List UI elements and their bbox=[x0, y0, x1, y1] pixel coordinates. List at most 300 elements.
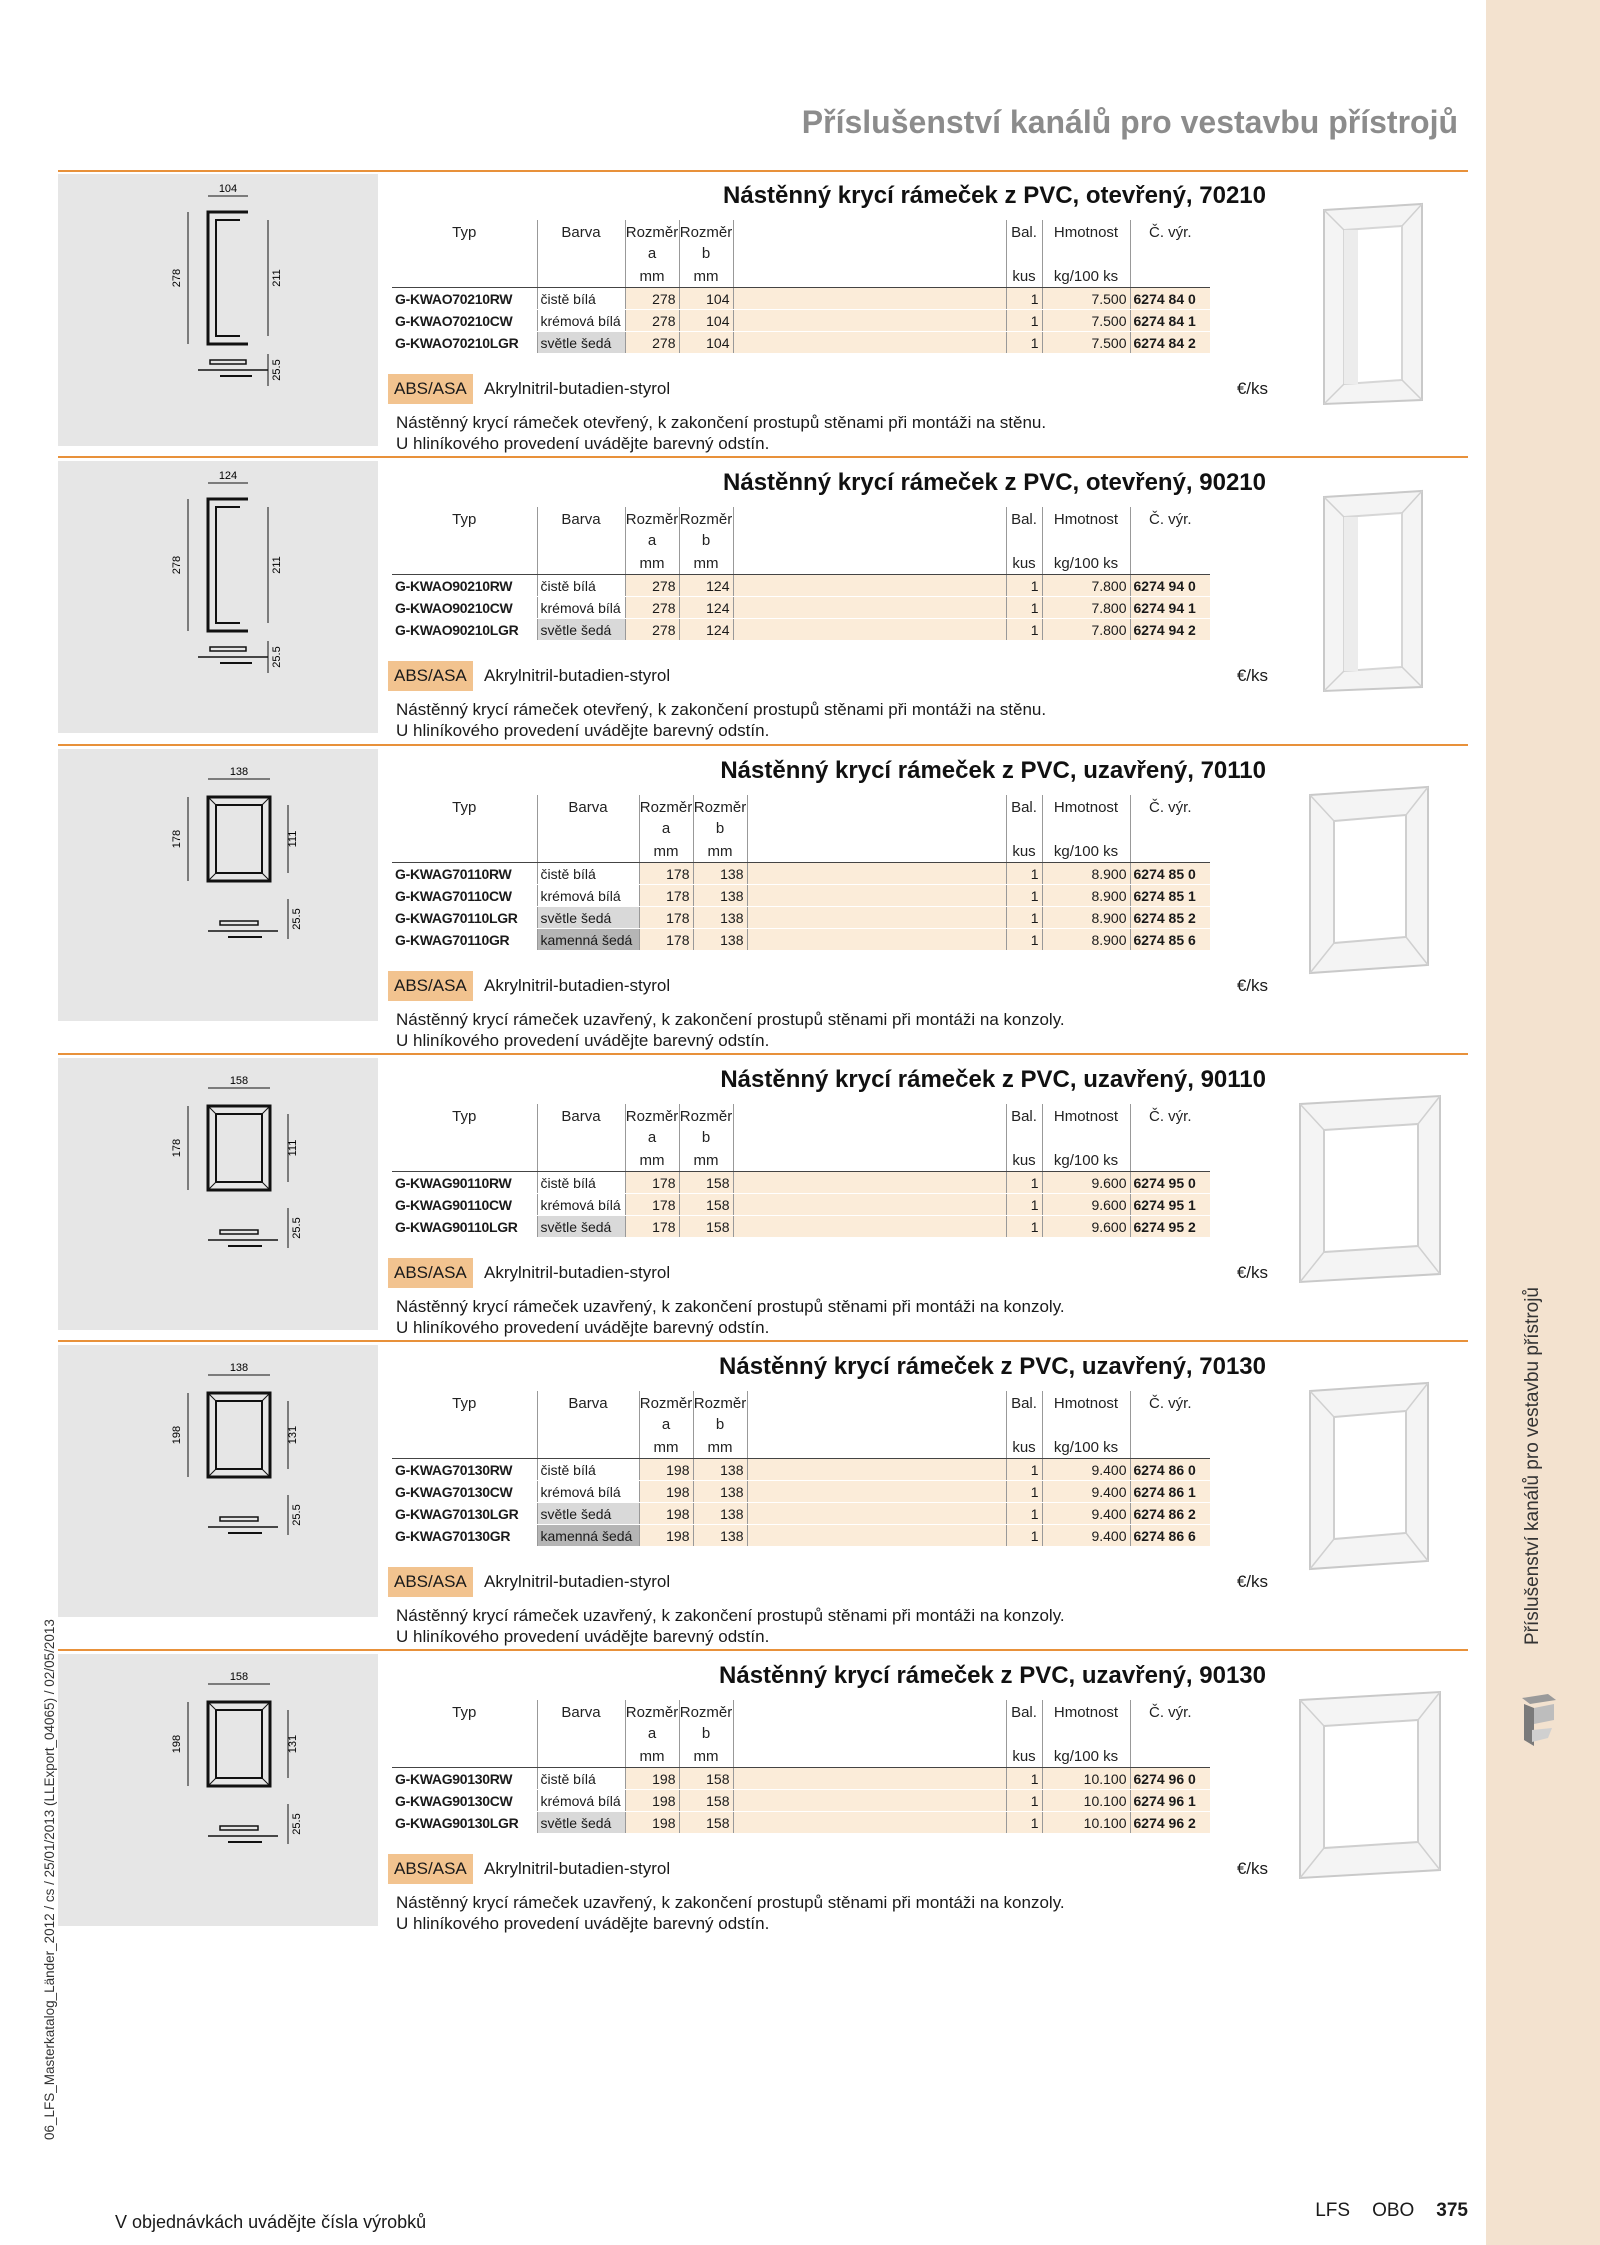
cell-spacer bbox=[733, 575, 1006, 597]
cell-a: 178 bbox=[625, 1216, 679, 1238]
table-row bbox=[392, 1503, 1210, 1525]
header-hmotnost: Hmotnost bbox=[1042, 507, 1130, 551]
header-cislo: Č. výr. bbox=[1148, 511, 1192, 528]
header-typ: Typ bbox=[392, 1104, 537, 1148]
cell-cislo: 6274 94 1 bbox=[1130, 597, 1210, 619]
spec-table bbox=[392, 1700, 1210, 1834]
dim-a: 158 bbox=[229, 1075, 249, 1087]
header-spacer bbox=[733, 1104, 1006, 1148]
cell-cislo: 6274 95 0 bbox=[1130, 1172, 1210, 1194]
cell-a: 198 bbox=[625, 1768, 679, 1790]
price-unit: €/ks bbox=[1236, 1263, 1268, 1282]
cell-spacer bbox=[747, 1525, 1006, 1547]
table-row bbox=[392, 1216, 1210, 1238]
cell-bal: 1 bbox=[1006, 288, 1042, 310]
table-row bbox=[392, 288, 1210, 310]
header-rozmer-a: Rozměr a bbox=[625, 1700, 679, 1744]
table-row bbox=[392, 310, 1210, 332]
brand-obo: OBO bbox=[1372, 2200, 1415, 2221]
cell-hmotnost: 7.500 bbox=[1042, 288, 1130, 310]
dimension-drawing bbox=[58, 461, 378, 733]
header-typ: Typ bbox=[392, 1391, 537, 1435]
header-rozmer-a: Rozměr a bbox=[625, 220, 679, 264]
header-spacer bbox=[747, 795, 1006, 839]
unit-b: mm bbox=[679, 264, 733, 288]
unit-bal: kus bbox=[1006, 551, 1042, 575]
cell-bal: 1 bbox=[1006, 1812, 1042, 1834]
price-unit: €/ks bbox=[1236, 379, 1268, 398]
unit-a: mm bbox=[639, 839, 693, 863]
cell-b: 104 bbox=[679, 288, 733, 310]
header-hmotnost: Hmotnost bbox=[1042, 220, 1130, 264]
cell-cislo: 6274 86 2 bbox=[1130, 1503, 1210, 1525]
cell-b: 138 bbox=[693, 929, 747, 951]
cell-b: 158 bbox=[679, 1812, 733, 1834]
description bbox=[396, 1009, 1276, 1051]
section-title: Nástěnný krycí rámeček z PVC, uzavřený, 70130 bbox=[719, 1353, 1266, 1380]
table-row bbox=[392, 1812, 1210, 1834]
table-row bbox=[392, 907, 1210, 929]
cell-barva: krémová bílá bbox=[537, 1194, 625, 1216]
header-bal: Bal. bbox=[1006, 1700, 1042, 1744]
cell-typ: G-KWAG70110CW bbox=[392, 885, 537, 907]
cell-barva: světle šedá bbox=[537, 1812, 625, 1834]
cell-barva: čistě bílá bbox=[537, 288, 625, 310]
description-line: U hliníkového provedení uvádějte barevný odstín. bbox=[396, 434, 770, 453]
header-bal: Bal. bbox=[1006, 1391, 1042, 1435]
cell-cislo: 6274 86 0 bbox=[1130, 1459, 1210, 1481]
table-row bbox=[392, 1525, 1210, 1547]
technical-drawing bbox=[58, 1058, 378, 1330]
cell-bal: 1 bbox=[1006, 1194, 1042, 1216]
cell-cislo: 6274 84 0 bbox=[1130, 288, 1210, 310]
cell-cislo: 6274 85 0 bbox=[1130, 863, 1210, 885]
table-row bbox=[392, 885, 1210, 907]
header-spacer bbox=[747, 1391, 1006, 1435]
cell-spacer bbox=[733, 288, 1006, 310]
description-line: Nástěnný krycí rámeček uzavřený, k zakončení prostupů stěnami při montáži na konzoly. bbox=[396, 1893, 1065, 1912]
unit-b: mm bbox=[693, 1435, 747, 1459]
cell-bal: 1 bbox=[1006, 310, 1042, 332]
unit-a: mm bbox=[625, 551, 679, 575]
header-barva: Barva bbox=[537, 795, 639, 839]
channel-thumbnail-icon bbox=[1518, 1690, 1560, 1750]
cell-cislo: 6274 96 0 bbox=[1130, 1768, 1210, 1790]
dim-a: 124 bbox=[218, 470, 238, 482]
cell-a: 198 bbox=[639, 1459, 693, 1481]
cell-hmotnost: 9.600 bbox=[1042, 1216, 1130, 1238]
cell-typ: G-KWAG90110RW bbox=[392, 1172, 537, 1194]
spec-table bbox=[392, 507, 1210, 641]
header-rozmer-b: Rozměr b bbox=[679, 1700, 733, 1744]
cell-barva: světle šedá bbox=[537, 332, 625, 354]
section-title: Nástěnný krycí rámeček z PVC, uzavřený, 90130 bbox=[719, 1662, 1266, 1689]
cell-bal: 1 bbox=[1006, 619, 1042, 641]
material-row bbox=[388, 971, 1268, 1001]
material-name: Akrylnitril-butadien-styrol bbox=[484, 1572, 671, 1591]
header-hmotnost: Hmotnost bbox=[1042, 1700, 1130, 1744]
cell-barva: světle šedá bbox=[537, 1216, 625, 1238]
cell-barva: čistě bílá bbox=[537, 575, 625, 597]
brand-lfs: LFS bbox=[1315, 2200, 1351, 2221]
price-unit: €/ks bbox=[1236, 1572, 1268, 1591]
header-hmotnost: Hmotnost bbox=[1042, 1104, 1130, 1148]
cell-barva: čistě bílá bbox=[537, 1768, 625, 1790]
product-photo bbox=[1280, 1670, 1456, 1910]
cell-hmotnost: 7.500 bbox=[1042, 310, 1130, 332]
unit-a: mm bbox=[625, 1148, 679, 1172]
cell-typ: G-KWAG70110GR bbox=[392, 929, 537, 951]
cell-barva: čistě bílá bbox=[537, 1459, 639, 1481]
cell-spacer bbox=[733, 1790, 1006, 1812]
page-number: 375 bbox=[1436, 2200, 1468, 2221]
unit-bal: kus bbox=[1006, 1148, 1042, 1172]
cell-bal: 1 bbox=[1006, 929, 1042, 951]
cell-cislo: 6274 85 1 bbox=[1130, 885, 1210, 907]
price-unit: €/ks bbox=[1236, 976, 1268, 995]
cell-hmotnost: 9.400 bbox=[1042, 1459, 1130, 1481]
cell-a: 198 bbox=[639, 1503, 693, 1525]
cell-cislo: 6274 85 2 bbox=[1130, 907, 1210, 929]
header-rozmer-b: Rozměr b bbox=[693, 1391, 747, 1435]
cell-bal: 1 bbox=[1006, 1172, 1042, 1194]
cell-hmotnost: 10.100 bbox=[1042, 1768, 1130, 1790]
unit-b: mm bbox=[693, 839, 747, 863]
cell-b: 158 bbox=[679, 1790, 733, 1812]
cell-a: 198 bbox=[639, 1525, 693, 1547]
cell-spacer bbox=[747, 1503, 1006, 1525]
product-image bbox=[1280, 1074, 1456, 1314]
unit-bal: kus bbox=[1006, 839, 1042, 863]
product-image bbox=[1280, 477, 1456, 717]
product-section bbox=[58, 170, 1468, 453]
product-section bbox=[58, 1650, 1468, 1933]
header-barva: Barva bbox=[537, 507, 625, 551]
unit-hmotnost: kg/100 ks bbox=[1042, 1148, 1130, 1172]
cell-cislo: 6274 84 2 bbox=[1130, 332, 1210, 354]
material-name: Akrylnitril-butadien-styrol bbox=[484, 1859, 671, 1878]
cell-a: 198 bbox=[625, 1790, 679, 1812]
dimension-drawing bbox=[58, 174, 378, 446]
cell-barva: krémová bílá bbox=[537, 1481, 639, 1503]
cell-cislo: 6274 95 1 bbox=[1130, 1194, 1210, 1216]
dim-height: 178 bbox=[171, 1138, 183, 1158]
cell-barva: kamenná šedá bbox=[537, 1525, 639, 1547]
header-spacer bbox=[733, 507, 1006, 551]
description bbox=[396, 1892, 1276, 1934]
unit-b: mm bbox=[679, 1148, 733, 1172]
cell-typ: G-KWAG90110LGR bbox=[392, 1216, 537, 1238]
description-line: U hliníkového provedení uvádějte barevný odstín. bbox=[396, 1318, 770, 1337]
header-cislo: Č. výr. bbox=[1148, 224, 1192, 241]
material-name: Akrylnitril-butadien-styrol bbox=[484, 976, 671, 995]
header-barva: Barva bbox=[537, 1104, 625, 1148]
description bbox=[396, 1296, 1276, 1338]
header-typ: Typ bbox=[392, 1700, 537, 1744]
price-unit: €/ks bbox=[1236, 666, 1268, 685]
cell-bal: 1 bbox=[1006, 1790, 1042, 1812]
cell-b: 138 bbox=[693, 907, 747, 929]
cell-hmotnost: 9.400 bbox=[1042, 1481, 1130, 1503]
product-image bbox=[1280, 1361, 1456, 1601]
product-section bbox=[58, 1341, 1468, 1646]
order-note: V objednávkách uvádějte čísla výrobků bbox=[115, 2212, 427, 2232]
cell-a: 278 bbox=[625, 575, 679, 597]
cell-hmotnost: 8.900 bbox=[1042, 907, 1130, 929]
table-row bbox=[392, 1481, 1210, 1503]
cell-hmotnost: 7.500 bbox=[1042, 332, 1130, 354]
unit-hmotnost: kg/100 ks bbox=[1042, 839, 1130, 863]
cell-typ: G-KWAO70210LGR bbox=[392, 332, 537, 354]
dim-depth: 25.5 bbox=[291, 1813, 303, 1835]
dim-a: 158 bbox=[229, 1671, 249, 1683]
cell-a: 178 bbox=[639, 907, 693, 929]
technical-drawing bbox=[58, 749, 378, 1021]
header-rozmer-b: Rozměr b bbox=[679, 220, 733, 264]
spec-table bbox=[392, 795, 1210, 951]
section-title: Nástěnný krycí rámeček z PVC, uzavřený, 90110 bbox=[720, 1066, 1266, 1093]
dim-depth: 25.5 bbox=[271, 646, 283, 668]
cell-barva: krémová bílá bbox=[537, 597, 625, 619]
dim-a: 104 bbox=[218, 183, 238, 195]
cell-a: 198 bbox=[625, 1812, 679, 1834]
material-code: ABS/ASA bbox=[388, 1258, 473, 1288]
material-code: ABS/ASA bbox=[388, 1854, 473, 1884]
cell-spacer bbox=[747, 929, 1006, 951]
cell-hmotnost: 7.800 bbox=[1042, 575, 1130, 597]
table-row bbox=[392, 929, 1210, 951]
cell-b: 138 bbox=[693, 1481, 747, 1503]
table-row bbox=[392, 1194, 1210, 1216]
header-typ: Typ bbox=[392, 220, 537, 264]
spec-table bbox=[392, 1104, 1210, 1238]
dim-height: 198 bbox=[171, 1734, 183, 1754]
cell-spacer bbox=[747, 863, 1006, 885]
table-row bbox=[392, 1790, 1210, 1812]
price-unit: €/ks bbox=[1236, 1859, 1268, 1878]
table-row bbox=[392, 1172, 1210, 1194]
cell-typ: G-KWAO90210CW bbox=[392, 597, 537, 619]
material-name: Akrylnitril-butadien-styrol bbox=[484, 666, 671, 685]
unit-hmotnost: kg/100 ks bbox=[1042, 1435, 1130, 1459]
page-title: Příslušenství kanálů pro vestavbu přístrojů bbox=[801, 104, 1458, 140]
cell-cislo: 6274 94 0 bbox=[1130, 575, 1210, 597]
cell-spacer bbox=[747, 1459, 1006, 1481]
table-row bbox=[392, 332, 1210, 354]
header-spacer bbox=[733, 220, 1006, 264]
unit-bal: kus bbox=[1006, 1744, 1042, 1768]
cell-typ: G-KWAG90110CW bbox=[392, 1194, 537, 1216]
cell-b: 158 bbox=[679, 1768, 733, 1790]
cell-a: 178 bbox=[639, 929, 693, 951]
dim-inner: 111 bbox=[287, 830, 299, 848]
description-line: Nástěnný krycí rámeček uzavřený, k zakončení prostupů stěnami při montáži na konzoly. bbox=[396, 1606, 1065, 1625]
cell-cislo: 6274 96 2 bbox=[1130, 1812, 1210, 1834]
product-image bbox=[1280, 1670, 1456, 1910]
table-row bbox=[392, 575, 1210, 597]
header-cislo: Č. výr. bbox=[1148, 1395, 1192, 1412]
cell-typ: G-KWAG70130LGR bbox=[392, 1503, 537, 1525]
material-code: ABS/ASA bbox=[388, 661, 473, 691]
cell-typ: G-KWAO90210LGR bbox=[392, 619, 537, 641]
spec-table bbox=[392, 220, 1210, 354]
cell-spacer bbox=[733, 619, 1006, 641]
description-line: U hliníkového provedení uvádějte barevný odstín. bbox=[396, 721, 770, 740]
cell-bal: 1 bbox=[1006, 1481, 1042, 1503]
unit-hmotnost: kg/100 ks bbox=[1042, 1744, 1130, 1768]
technical-drawing bbox=[58, 461, 378, 733]
cell-hmotnost: 7.800 bbox=[1042, 619, 1130, 641]
dim-depth: 25.5 bbox=[291, 1504, 303, 1526]
description-line: Nástěnný krycí rámeček uzavřený, k zakončení prostupů stěnami při montáži na konzoly. bbox=[396, 1010, 1065, 1029]
header-barva: Barva bbox=[537, 1700, 625, 1744]
cell-cislo: 6274 86 1 bbox=[1130, 1481, 1210, 1503]
cell-a: 178 bbox=[625, 1172, 679, 1194]
dim-a: 138 bbox=[229, 766, 249, 778]
header-hmotnost: Hmotnost bbox=[1042, 795, 1130, 839]
product-photo bbox=[1280, 477, 1456, 717]
description-line: Nástěnný krycí rámeček uzavřený, k zakončení prostupů stěnami při montáži na konzoly. bbox=[396, 1297, 1065, 1316]
table-row bbox=[392, 597, 1210, 619]
cell-typ: G-KWAG70110RW bbox=[392, 863, 537, 885]
header-bal: Bal. bbox=[1006, 1104, 1042, 1148]
cell-cislo: 6274 84 1 bbox=[1130, 310, 1210, 332]
cell-a: 278 bbox=[625, 288, 679, 310]
product-image bbox=[1280, 190, 1456, 430]
cell-hmotnost: 9.600 bbox=[1042, 1194, 1130, 1216]
cell-hmotnost: 9.400 bbox=[1042, 1525, 1130, 1547]
header-rozmer-a: Rozměr a bbox=[639, 795, 693, 839]
cell-bal: 1 bbox=[1006, 1503, 1042, 1525]
cell-barva: krémová bílá bbox=[537, 885, 639, 907]
dim-inner: 131 bbox=[287, 1734, 299, 1754]
header-bal: Bal. bbox=[1006, 795, 1042, 839]
cell-bal: 1 bbox=[1006, 332, 1042, 354]
header-rozmer-a: Rozměr a bbox=[639, 1391, 693, 1435]
header-bal: Bal. bbox=[1006, 220, 1042, 264]
dimension-drawing bbox=[58, 749, 378, 1021]
header-rozmer-a: Rozměr a bbox=[625, 507, 679, 551]
unit-b: mm bbox=[679, 551, 733, 575]
description-line: U hliníkového provedení uvádějte barevný odstín. bbox=[396, 1031, 770, 1050]
unit-bal: kus bbox=[1006, 1435, 1042, 1459]
cell-typ: G-KWAG90130RW bbox=[392, 1768, 537, 1790]
dim-depth: 25.5 bbox=[291, 1217, 303, 1239]
dim-inner: 211 bbox=[271, 556, 283, 574]
catalog-meta: 06_LFS_Masterkatalog_Länder_2012 / cs / 25/01/2013 (LLExport_04065) / 02/05/2013 bbox=[42, 1619, 57, 2140]
dim-inner: 111 bbox=[287, 1139, 299, 1157]
cell-spacer bbox=[733, 1216, 1006, 1238]
cell-bal: 1 bbox=[1006, 885, 1042, 907]
unit-a: mm bbox=[625, 1744, 679, 1768]
product-photo bbox=[1280, 765, 1456, 1005]
header-hmotnost: Hmotnost bbox=[1042, 1391, 1130, 1435]
cell-a: 278 bbox=[625, 310, 679, 332]
header-cislo: Č. výr. bbox=[1148, 1704, 1192, 1721]
cell-cislo: 6274 96 1 bbox=[1130, 1790, 1210, 1812]
description bbox=[396, 699, 1276, 741]
cell-spacer bbox=[733, 1172, 1006, 1194]
cell-spacer bbox=[747, 885, 1006, 907]
product-section bbox=[58, 1054, 1468, 1337]
dimension-drawing bbox=[58, 1345, 378, 1617]
cell-barva: kamenná šedá bbox=[537, 929, 639, 951]
technical-drawing bbox=[58, 1345, 378, 1617]
cell-a: 278 bbox=[625, 619, 679, 641]
material-row bbox=[388, 1854, 1268, 1884]
unit-a: mm bbox=[639, 1435, 693, 1459]
header-typ: Typ bbox=[392, 795, 537, 839]
cell-a: 178 bbox=[639, 885, 693, 907]
cell-typ: G-KWAG70130GR bbox=[392, 1525, 537, 1547]
dimension-drawing bbox=[58, 1654, 378, 1926]
material-row bbox=[388, 374, 1268, 404]
cell-spacer bbox=[733, 1812, 1006, 1834]
cell-b: 138 bbox=[693, 1525, 747, 1547]
cell-b: 124 bbox=[679, 575, 733, 597]
table-row bbox=[392, 863, 1210, 885]
cell-spacer bbox=[733, 597, 1006, 619]
material-row bbox=[388, 661, 1268, 691]
cell-spacer bbox=[733, 1194, 1006, 1216]
cell-typ: G-KWAG70130CW bbox=[392, 1481, 537, 1503]
cell-spacer bbox=[733, 310, 1006, 332]
table-row bbox=[392, 1768, 1210, 1790]
description-line: Nástěnný krycí rámeček otevřený, k zakončení prostupů stěnami při montáži na stěnu. bbox=[396, 700, 1047, 719]
cell-hmotnost: 10.100 bbox=[1042, 1812, 1130, 1834]
header-rozmer-b: Rozměr b bbox=[693, 795, 747, 839]
header-rozmer-a: Rozměr a bbox=[625, 1104, 679, 1148]
cell-a: 178 bbox=[639, 863, 693, 885]
cell-cislo: 6274 95 2 bbox=[1130, 1216, 1210, 1238]
side-label: Příslušenství kanálů pro vestavbu přístrojů bbox=[1522, 1286, 1543, 1645]
cell-barva: světle šedá bbox=[537, 619, 625, 641]
cell-hmotnost: 9.400 bbox=[1042, 1503, 1130, 1525]
cell-a: 278 bbox=[625, 332, 679, 354]
cell-typ: G-KWAO70210CW bbox=[392, 310, 537, 332]
material-code: ABS/ASA bbox=[388, 1567, 473, 1597]
material-name: Akrylnitril-butadien-styrol bbox=[484, 379, 671, 398]
cell-typ: G-KWAG70130RW bbox=[392, 1459, 537, 1481]
unit-bal: kus bbox=[1006, 264, 1042, 288]
technical-drawing bbox=[58, 174, 378, 446]
dim-a: 138 bbox=[229, 1362, 249, 1374]
cell-hmotnost: 10.100 bbox=[1042, 1790, 1130, 1812]
cell-b: 104 bbox=[679, 310, 733, 332]
header-barva: Barva bbox=[537, 220, 625, 264]
dim-depth: 25.5 bbox=[271, 359, 283, 381]
cell-hmotnost: 9.600 bbox=[1042, 1172, 1130, 1194]
cell-spacer bbox=[733, 332, 1006, 354]
cell-b: 138 bbox=[693, 885, 747, 907]
cell-bal: 1 bbox=[1006, 1525, 1042, 1547]
section-title: Nástěnný krycí rámeček z PVC, otevřený, 70210 bbox=[723, 182, 1266, 209]
cell-hmotnost: 7.800 bbox=[1042, 597, 1130, 619]
spec-table bbox=[392, 1391, 1210, 1547]
product-photo bbox=[1280, 1361, 1456, 1601]
cell-barva: krémová bílá bbox=[537, 310, 625, 332]
cell-spacer bbox=[733, 1768, 1006, 1790]
material-row bbox=[388, 1567, 1268, 1597]
header-rozmer-b: Rozměr b bbox=[679, 1104, 733, 1148]
cell-bal: 1 bbox=[1006, 597, 1042, 619]
product-section bbox=[58, 745, 1468, 1050]
cell-typ: G-KWAG70110LGR bbox=[392, 907, 537, 929]
cell-b: 138 bbox=[693, 1459, 747, 1481]
dim-height: 178 bbox=[171, 829, 183, 849]
cell-bal: 1 bbox=[1006, 575, 1042, 597]
cell-bal: 1 bbox=[1006, 907, 1042, 929]
